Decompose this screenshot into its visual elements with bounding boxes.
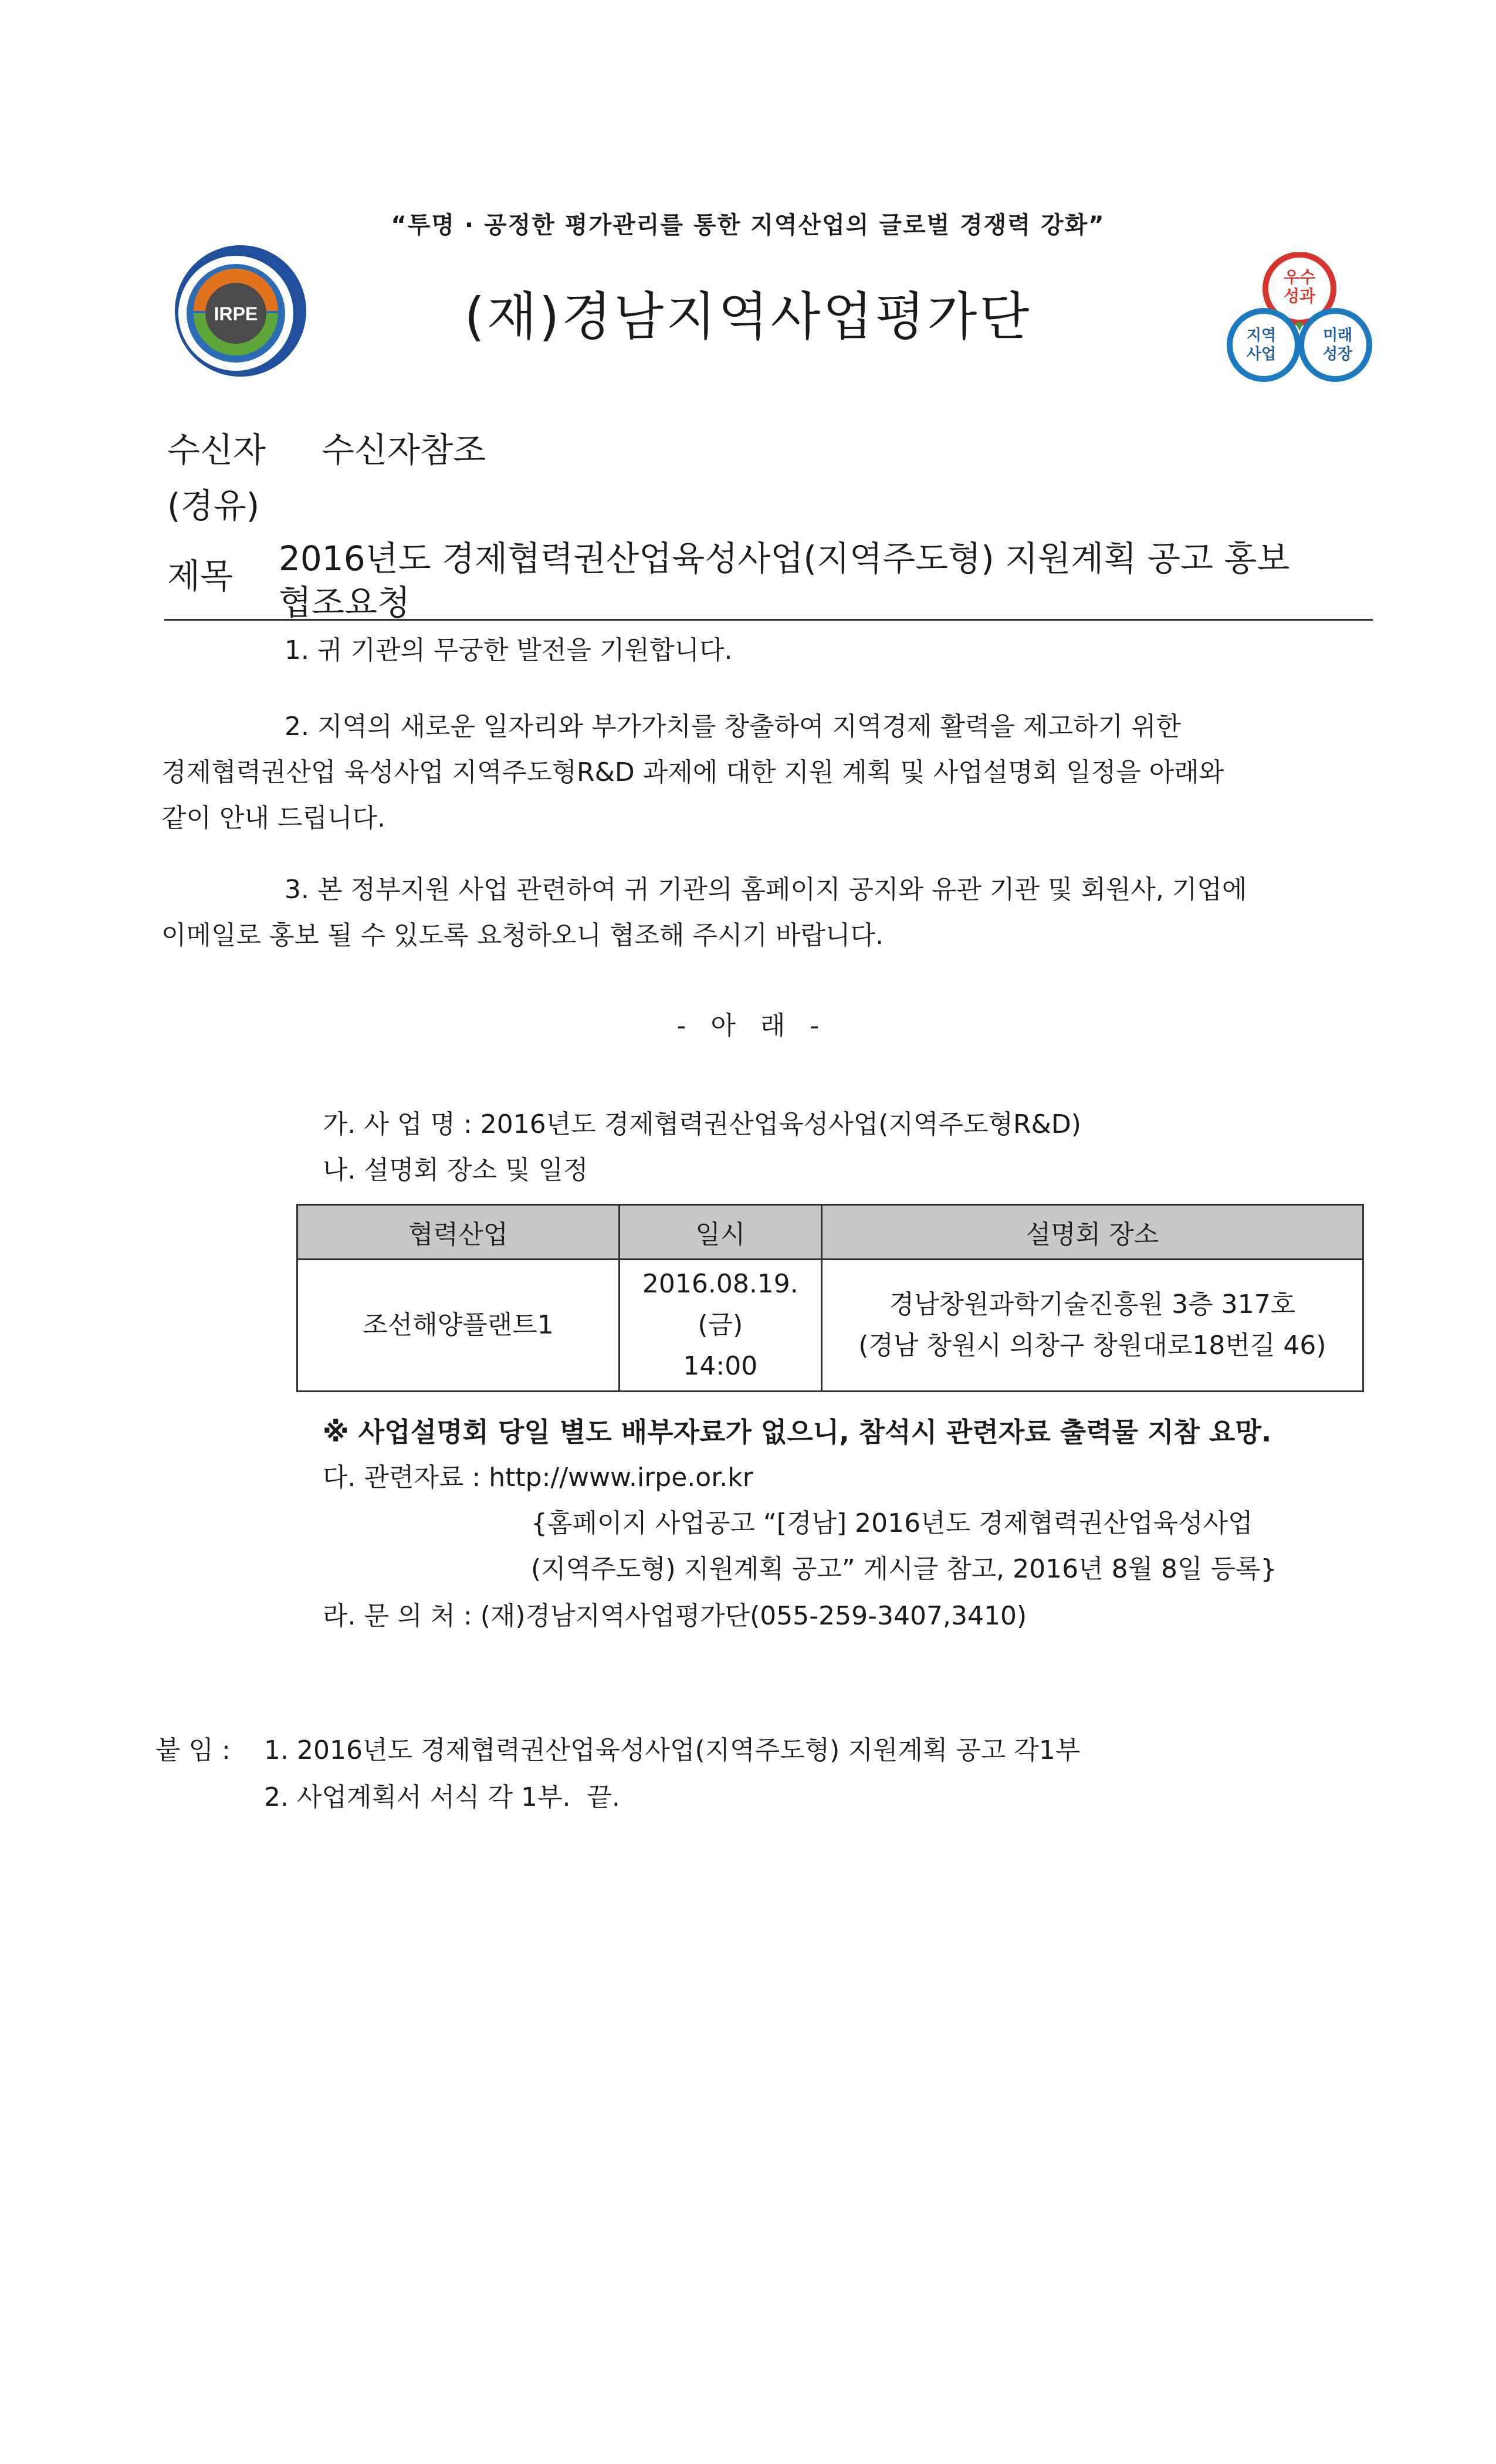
subject-line-1: 2016년도 경제협력권산업육성사업(지역주도형) 지원계획 공고 홍보	[279, 539, 1290, 578]
table-cell-time: 14:00	[683, 1351, 758, 1381]
recipient-value: 수신자참조	[321, 430, 486, 470]
via-label: (경유)	[167, 486, 260, 526]
svg-text:미래: 미래	[1322, 327, 1353, 344]
attachment-item-2: 2. 사업계획서 서식 각 1부. 끝.	[264, 1782, 620, 1812]
svg-text:사업: 사업	[1246, 346, 1277, 363]
slogan: “투명 · 공정한 평가관리를 통한 지역산업의 글로벌 경쟁력 강화”	[391, 212, 1105, 239]
table-cell-place-line-2: (경남 창원시 의창구 창원대로18번길 46)	[858, 1331, 1326, 1360]
svg-text:우수: 우수	[1283, 268, 1316, 287]
svg-text:성과: 성과	[1283, 286, 1316, 306]
subject-line-2: 협조요청	[279, 583, 411, 622]
organization-title: (재)경남지역사업평가단	[464, 286, 1032, 347]
table-header-industry: 협력산업	[297, 1205, 620, 1260]
table-header-row	[297, 1205, 1363, 1260]
irpe-logo-text: IRPE	[214, 303, 258, 324]
paragraph-2-line-2: 경제협력권산업 육성사업 지역주도형R&D 과제에 대한 지원 계획 및 사업설명회 일정을 아래와	[161, 757, 1224, 787]
item-ga-business-name: 가. 사 업 명 : 2016년도 경제협력권산업육성사업(지역주도형R&D)	[323, 1109, 1081, 1139]
paragraph-3-line-2: 이메일로 홍보 될 수 있도록 요청하오니 협조해 주시기 바랍니다.	[161, 920, 884, 950]
recipient-label: 수신자	[167, 430, 266, 470]
table-row	[297, 1260, 1363, 1392]
svg-text:지역: 지역	[1246, 327, 1277, 344]
attachment-item-1: 1. 2016년도 경제협력권산업육성사업(지역주도형) 지원계획 공고 각1부	[264, 1735, 1081, 1765]
svg-text:성장: 성장	[1322, 346, 1353, 363]
table-header-place: 설명회 장소	[821, 1205, 1363, 1260]
item-da-detail-line-2: (지역주도형) 지원계획 공고” 게시글 참고, 2016년 8월 8일 등록}	[531, 1554, 1277, 1584]
item-ra-contact: 라. 문 의 처 : (재)경남지역사업평가단(055-259-3407,3410)	[323, 1601, 1027, 1631]
table-cell-datetime	[619, 1260, 821, 1392]
paragraph-3-line-1: 3. 본 정부지원 사업 관련하여 귀 기관의 홈페이지 공지와 유관 기관 및 회원사, 기업에	[285, 875, 1247, 905]
paragraph-1: 1. 귀 기관의 무궁한 발전을 기원합니다.	[285, 635, 733, 665]
table-cell-date: 2016.08.19.(금)	[642, 1269, 798, 1340]
paragraph-2-line-3: 같이 안내 드립니다.	[161, 803, 385, 833]
item-da-related-materials: 다. 관련자료 : http://www.irpe.or.kr	[323, 1463, 753, 1492]
excellence-badge-logo	[1226, 252, 1373, 387]
attendance-note: ※ 사업설명회 당일 별도 배부자료가 없으니, 참석시 관련자료 출력물 지참 요망.	[323, 1416, 1272, 1448]
attachments-label: 붙 임 :	[155, 1735, 231, 1765]
schedule-table	[296, 1204, 1364, 1392]
item-da-detail-line-1: {홈페이지 사업공고 “[경남] 2016년도 경제협력권산업육성사업	[531, 1508, 1253, 1538]
below-heading: - 아 래 -	[676, 1011, 820, 1041]
table-header-datetime: 일시	[619, 1205, 821, 1260]
table-cell-industry: 조선해양플랜트1	[297, 1260, 620, 1392]
subject-label: 제목	[167, 556, 233, 596]
table-cell-place-line-1: 경남창원과학기술진흥원 3층 317호	[889, 1289, 1296, 1319]
item-na-schedule: 나. 설명회 장소 및 일정	[323, 1155, 588, 1185]
table-cell-place	[821, 1260, 1363, 1392]
header-divider	[164, 619, 1373, 621]
paragraph-2-line-1: 2. 지역의 새로운 일자리와 부가가치를 창출하여 지역경제 활력을 제고하기 위한	[285, 712, 1181, 742]
